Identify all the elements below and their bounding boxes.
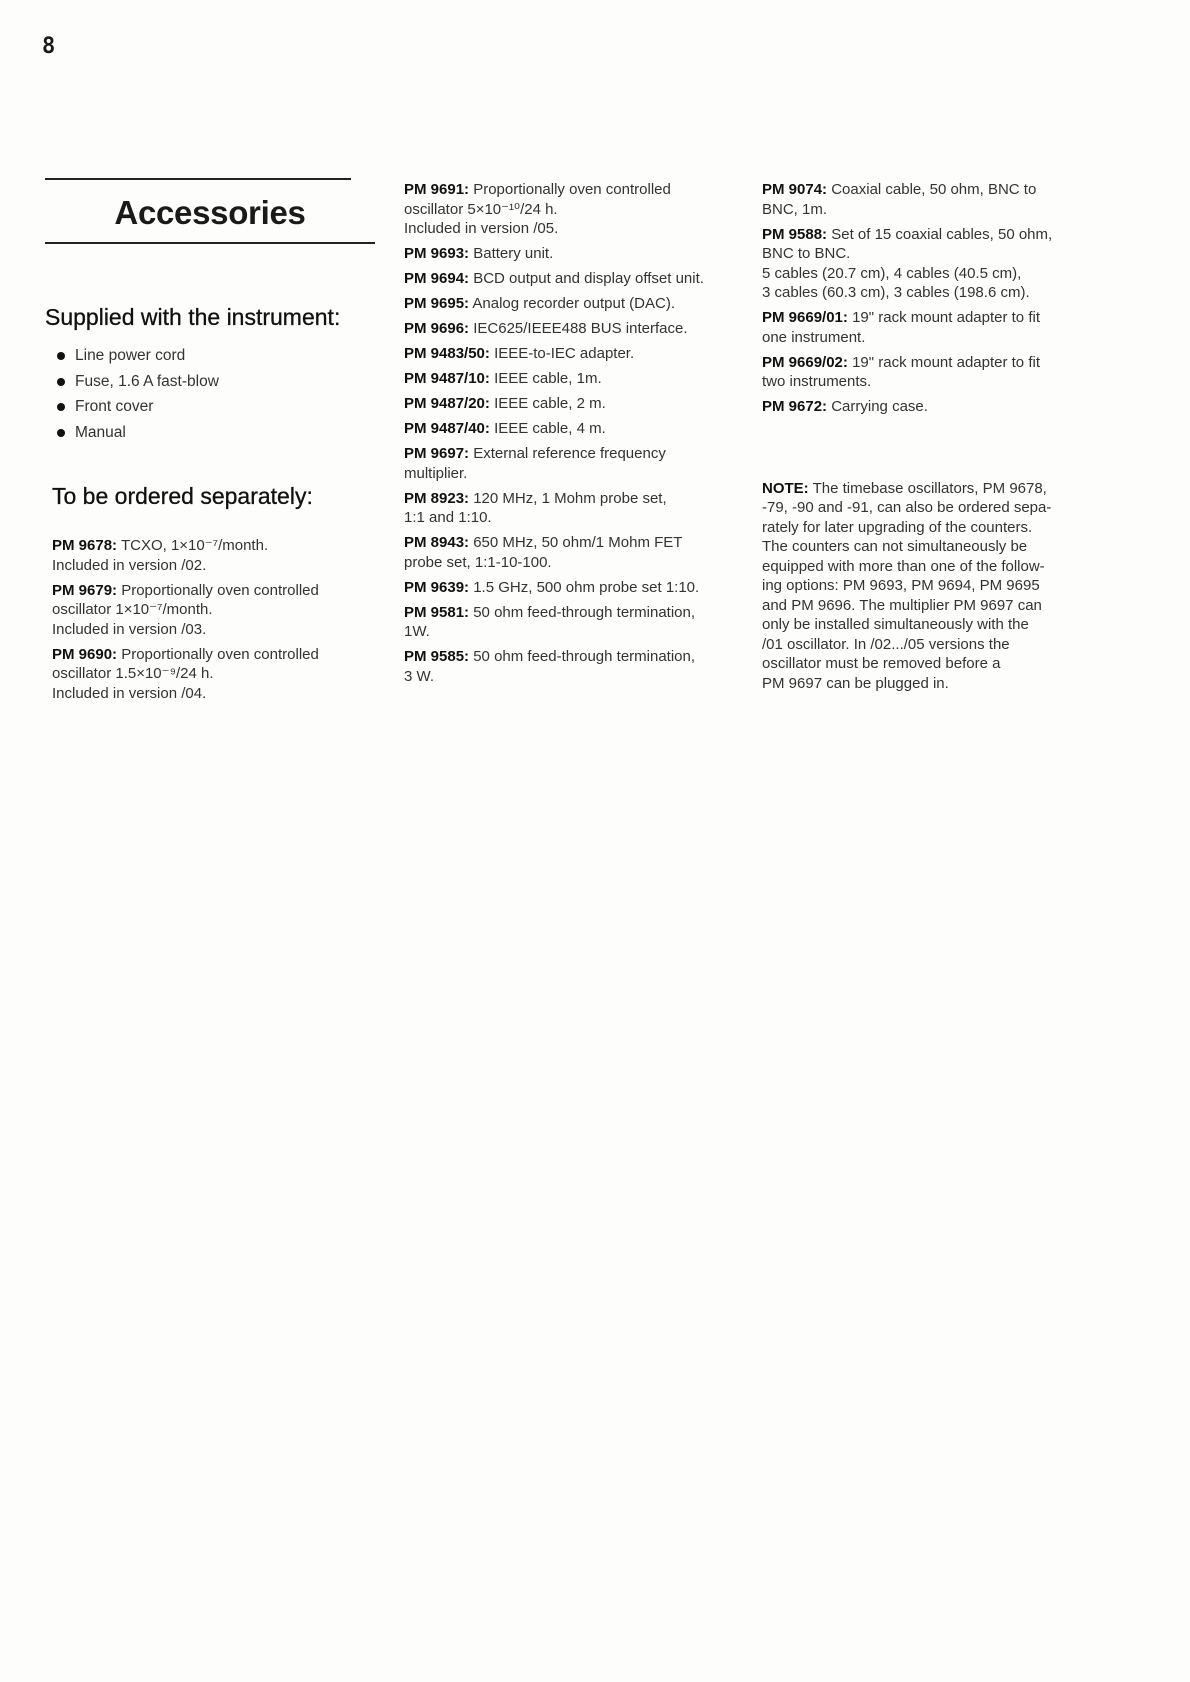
accessory-code: PM 9695:: [404, 295, 470, 312]
note-text: only be installed simultaneously with the: [762, 616, 1029, 633]
accessory-text: 3 cables (60.3 cm), 3 cables (198.6 cm).: [762, 284, 1030, 301]
accessory-entry: [52, 645, 375, 704]
heading-rule-bottom: [45, 242, 375, 244]
accessory-text: IEEE-to-IEC adapter.: [494, 345, 635, 362]
accessory-entry: [404, 489, 749, 528]
accessory-code: PM 8943:: [404, 534, 470, 551]
accessory-entry: [404, 319, 749, 339]
accessory-text: 3 W.: [404, 667, 435, 685]
accessory-code: PM 9694:: [404, 270, 470, 287]
accessory-text: Proportionally oven controlled: [473, 181, 671, 198]
accessory-entry: [404, 578, 749, 598]
accessory-text: BNC, 1m.: [762, 200, 828, 218]
accessory-text: multiplier.: [404, 464, 468, 482]
accessory-text: 1:1 and 1:10.: [404, 509, 492, 526]
accessory-code: PM 8923:: [404, 489, 470, 507]
accessory-entry: [404, 603, 749, 642]
accessory-code: PM 9669/02:: [762, 353, 848, 371]
accessory-text: Proportionally oven controlled: [121, 581, 319, 599]
accessory-text: 1W.: [404, 623, 430, 640]
accessory-text: Included in version /03.: [52, 620, 207, 638]
accessory-text: Battery unit.: [473, 245, 554, 262]
accessory-text: Coaxial cable, 50 ohm, BNC to: [831, 181, 1037, 198]
accessory-text: oscillator 1.5×10⁻⁹/24 h.: [52, 665, 214, 682]
accessory-text: Included in version /05.: [404, 220, 559, 237]
accessory-text: 50 ohm feed-through termination,: [473, 603, 696, 621]
accessory-entry: [52, 581, 375, 640]
accessory-text: 1.5 GHz, 500 ohm probe set 1:10.: [473, 578, 700, 596]
accessory-text: one instrument.: [762, 328, 866, 346]
accessory-code: PM 9691:: [404, 181, 470, 198]
accessory-entry: [762, 180, 1107, 219]
accessory-code: PM 9487/20:: [404, 395, 490, 412]
accessory-text: IEC625/IEEE488 BUS interface.: [473, 320, 688, 337]
accessory-text: IEEE cable, 2 m.: [494, 395, 606, 412]
accessory-code: PM 9697:: [404, 445, 470, 462]
note-text: PM 9697 can be plugged in.: [762, 674, 949, 692]
list-item: Front cover: [57, 394, 375, 420]
note-text: The counters can not simultaneously be: [762, 538, 1028, 555]
accessory-text: BCD output and display offset unit.: [473, 270, 704, 287]
note-text: /01 oscillator. In /02.../05 versions the: [762, 635, 1010, 653]
accessory-entry: [404, 444, 749, 483]
accessory-text: 650 MHz, 50 ohm/1 Mohm FET: [473, 534, 683, 551]
accessory-entry: [404, 419, 749, 439]
accessory-code: PM 9672:: [762, 398, 828, 415]
accessory-text: TCXO, 1×10⁻⁷/month.: [120, 537, 269, 554]
column-right: [762, 180, 1107, 693]
note-text: -79, -90 and -91, can also be ordered sepa-: [762, 499, 1052, 516]
accessory-text: Carrying case.: [831, 398, 928, 415]
note-block: [762, 479, 1107, 694]
accessory-entry: [404, 180, 749, 239]
note-text: equipped with more than one of the follow-: [762, 557, 1045, 575]
accessory-entry: [404, 394, 749, 414]
accessory-text: 50 ohm feed-through termination,: [473, 648, 696, 665]
accessory-entry: [404, 269, 749, 289]
accessory-text: Proportionally oven controlled: [121, 645, 319, 663]
ordered-title: To be ordered separately:: [52, 483, 313, 509]
note-text: rately for later upgrading of the counters.: [762, 518, 1033, 536]
accessory-entry: [52, 536, 375, 575]
column-middle: [404, 180, 749, 692]
list-item: Line power cord: [57, 343, 375, 369]
note-text: The timebase oscillators, PM 9678,: [812, 479, 1047, 497]
accessory-entry: [404, 369, 749, 389]
accessory-text: Included in version /04.: [52, 684, 207, 702]
accessory-text: probe set, 1:1-10-100.: [404, 553, 552, 571]
accessory-text: two instruments.: [762, 373, 872, 390]
accessory-text: Analog recorder output (DAC).: [472, 295, 675, 312]
accessory-code: PM 9669/01:: [762, 309, 848, 326]
list-item: Fuse, 1.6 A fast-blow: [57, 369, 375, 395]
accessory-text: 5 cables (20.7 cm), 4 cables (40.5 cm),: [762, 264, 1022, 282]
accessory-text: 19" rack mount adapter to fit: [852, 353, 1040, 371]
note-label: NOTE:: [762, 479, 809, 497]
accessory-text: External reference frequency: [473, 445, 666, 462]
supplied-title: Supplied with the instrument:: [45, 304, 341, 330]
accessory-text: oscillator 1×10⁻⁷/month.: [52, 601, 213, 618]
column-left: [45, 178, 375, 709]
page-number: 8: [42, 34, 56, 59]
accessory-entry: [762, 225, 1107, 303]
accessory-code: PM 9639:: [404, 578, 470, 596]
accessory-entry: [404, 344, 749, 364]
accessory-code: PM 9679:: [52, 581, 118, 599]
accessory-entry: [404, 244, 749, 264]
accessory-text: BNC to BNC.: [762, 245, 851, 262]
accessory-text: Included in version /02.: [52, 556, 207, 574]
accessory-code: PM 9585:: [404, 648, 470, 665]
accessory-text: IEEE cable, 1m.: [494, 370, 602, 387]
note-text: ing options: PM 9693, PM 9694, PM 9695: [762, 577, 1040, 594]
accessory-text: 120 MHz, 1 Mohm probe set,: [473, 489, 667, 507]
accessory-code: PM 9483/50:: [404, 345, 490, 362]
heading-rule-top: [45, 178, 375, 180]
supplied-list: [45, 343, 375, 445]
accessory-entry: [762, 308, 1107, 347]
accessory-code: PM 9588:: [762, 225, 828, 243]
accessory-entry: [762, 397, 1107, 417]
list-item: Manual: [57, 420, 375, 446]
accessory-code: PM 9074:: [762, 181, 828, 198]
accessory-code: PM 9581:: [404, 603, 470, 621]
accessory-entry: [404, 647, 749, 686]
accessory-text: IEEE cable, 4 m.: [494, 420, 606, 437]
page-title: Accessories: [114, 194, 306, 231]
accessory-code: PM 9678:: [52, 537, 118, 554]
note-text: oscillator must be removed before a: [762, 655, 1001, 672]
accessory-code: PM 9487/40:: [404, 420, 490, 437]
ordered-entries: [45, 536, 375, 703]
accessory-code: PM 9487/10:: [404, 370, 490, 387]
accessory-text: 19" rack mount adapter to fit: [852, 309, 1040, 326]
accessory-text: Set of 15 coaxial cables, 50 ohm,: [831, 225, 1053, 243]
accessory-entry: [404, 533, 749, 572]
accessory-entry: [404, 294, 749, 314]
accessory-code: PM 9693:: [404, 245, 470, 262]
accessory-code: PM 9696:: [404, 320, 470, 337]
accessory-code: PM 9690:: [52, 645, 118, 663]
accessory-entry: [762, 353, 1107, 392]
note-text: and PM 9696. The multiplier PM 9697 can: [762, 596, 1042, 614]
accessory-text: oscillator 5×10⁻¹⁰/24 h.: [404, 200, 558, 218]
